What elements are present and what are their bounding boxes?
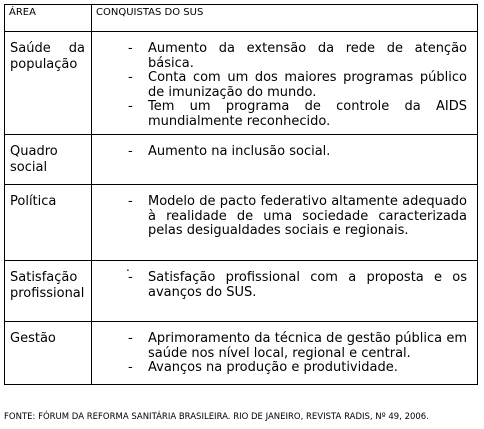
item-text: Modelo de pacto federativo altamente adequado à realidade de uma sociedade caracterizada pelas desigualdades sociais e regionais.: [148, 194, 467, 238]
achievements-cell: [92, 185, 478, 261]
dash-bullet: -: [128, 270, 133, 285]
table-row-satisfacao-profissional: [5, 261, 478, 322]
achievements-list: [128, 145, 467, 160]
table-row-politica: [5, 185, 478, 261]
area-cell: [5, 32, 92, 135]
list-item: [128, 145, 467, 160]
dash-bullet: -: [128, 99, 133, 114]
area-cell: [5, 261, 92, 322]
area-label-line: Gestão: [10, 331, 56, 346]
item-text: Aumento na inclusão social.: [148, 144, 331, 159]
achievements-cell: [92, 322, 478, 385]
achievements-list: [128, 332, 467, 376]
header-row: [5, 5, 478, 32]
list-item: [128, 195, 467, 239]
dash-bullet: -: [128, 331, 133, 346]
list-item: [128, 71, 467, 100]
achievements-cell: [92, 261, 478, 322]
achievements-cell: [92, 32, 478, 135]
dash-bullet: -: [128, 360, 133, 375]
dash-bullet: -: [128, 41, 133, 56]
header-achievements: CONQUISTAS DO SUS: [92, 5, 478, 32]
achievements-list: [128, 42, 467, 129]
table-row-gestao: [5, 322, 478, 385]
area-cell: [5, 135, 92, 185]
area-cell: [5, 322, 92, 385]
list-item: [128, 271, 467, 300]
area-label-line: Política: [10, 194, 57, 209]
dash-bullet: -: [128, 70, 133, 85]
list-item: [128, 332, 467, 361]
achievements-list: [128, 195, 467, 239]
list-item: [128, 100, 467, 129]
area-label-line: Saúde da: [10, 41, 85, 56]
item-text: Tem um programa de controle da AIDS mundialmente reconhecido.: [148, 99, 467, 129]
header-area: ÁREA: [5, 5, 92, 32]
area-label-line: social: [10, 160, 48, 175]
list-item: [128, 42, 467, 71]
area-label-line: população: [10, 57, 78, 72]
item-text: Aprimoramento da técnica de gestão pública em saúde nos nível local, regional e central.: [148, 331, 467, 361]
stray-dot-mark: .: [126, 260, 130, 274]
sus-achievements-table: [4, 4, 478, 385]
area-label-line: profissional: [10, 286, 85, 301]
source-caption: FONTE: FÓRUM DA REFORMA SANITÁRIA BRASILEIRA. RIO DE JANEIRO, REVISTA RADIS, Nº 49, 2006.: [4, 412, 429, 422]
area-cell: [5, 185, 92, 261]
table-row-saude-da-populacao: [5, 32, 478, 135]
area-label-line: Satisfação: [10, 270, 78, 285]
achievements-cell: [92, 135, 478, 185]
dash-bullet: -: [128, 194, 133, 209]
item-text: Aumento da extensão da rede de atenção básica.: [148, 41, 467, 71]
item-text: Avanços na produção e produtividade.: [148, 360, 398, 375]
list-item: [128, 361, 467, 376]
dash-bullet: -: [128, 144, 133, 159]
item-text: Satisfação profissional com a proposta e os avanços do SUS.: [148, 270, 467, 300]
item-text: Conta com um dos maiores programas público de imunização do mundo.: [148, 70, 467, 100]
achievements-list: [126, 260, 467, 300]
area-label-line: Quadro: [10, 144, 58, 159]
table-row-quadro-social: [5, 135, 478, 185]
